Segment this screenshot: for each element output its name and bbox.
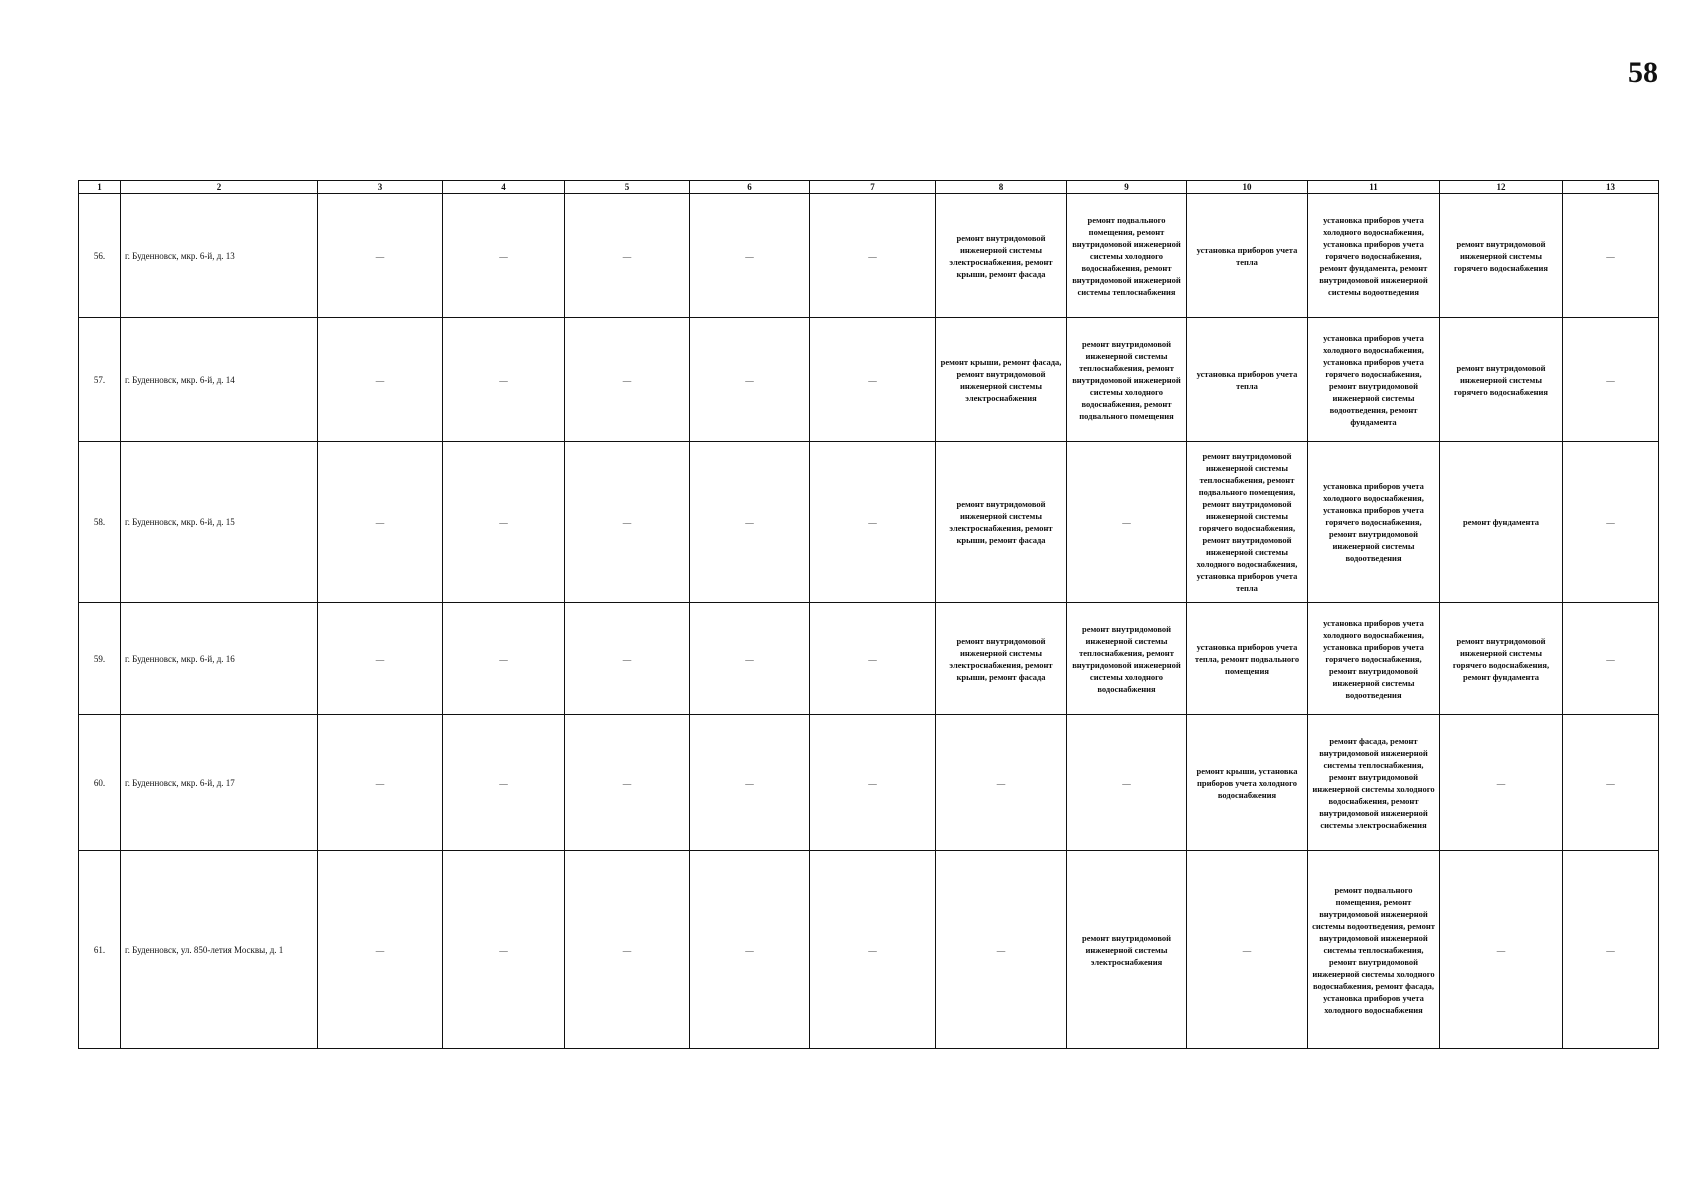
repair-schedule-table xyxy=(78,180,1659,1049)
table-cell: — xyxy=(443,603,565,715)
column-number: 12 xyxy=(1440,181,1563,194)
row-number: 59. xyxy=(79,603,121,715)
table-cell: ремонт внутридомовой инженерной системы горячего водоснабжения xyxy=(1440,194,1563,318)
table-cell: — xyxy=(318,194,443,318)
column-number: 5 xyxy=(565,181,690,194)
column-number: 11 xyxy=(1308,181,1440,194)
table-cell: установка приборов учета тепла, ремонт подвального помещения xyxy=(1187,603,1308,715)
column-number: 3 xyxy=(318,181,443,194)
table-cell: ремонт подвального помещения, ремонт внутридомовой инженерной системы водоотведения, ремонт внутридомовой инженерной системы теплоснабжения, ремонт внутридомовой инженерной системы холодного водоснабжения, ремонт фасада, установка приборов учета холодного водоснабжения xyxy=(1308,851,1440,1049)
table-cell: — xyxy=(565,603,690,715)
table-cell: — xyxy=(810,715,936,851)
table-cell: ремонт фасада, ремонт внутридомовой инженерной системы теплоснабжения, ремонт внутридомовой инженерной системы холодного водоснабжения, ремонт внутридомовой инженерной системы электроснабжения xyxy=(1308,715,1440,851)
table-row xyxy=(79,715,1659,851)
table-cell: — xyxy=(810,194,936,318)
table-cell: — xyxy=(690,851,810,1049)
table-cell: установка приборов учета холодного водоснабжения, установка приборов учета горячего водоснабжения, ремонт фундамента, ремонт внутридомовой инженерной системы водоотведения xyxy=(1308,194,1440,318)
table-cell: — xyxy=(1067,442,1187,603)
table-cell: — xyxy=(318,318,443,442)
table-cell: — xyxy=(1563,318,1659,442)
table-cell: — xyxy=(690,318,810,442)
table-cell: ремонт крыши, ремонт фасада, ремонт внутридомовой инженерной системы электроснабжения xyxy=(936,318,1067,442)
table-cell: — xyxy=(690,194,810,318)
table-cell: — xyxy=(318,442,443,603)
table-cell: — xyxy=(810,442,936,603)
table-cell: — xyxy=(565,851,690,1049)
table-cell: — xyxy=(810,851,936,1049)
table-cell: ремонт фундамента xyxy=(1440,442,1563,603)
address-cell: г. Буденновск, мкр. 6-й, д. 13 xyxy=(121,194,318,318)
table-row xyxy=(79,442,1659,603)
table-row xyxy=(79,851,1659,1049)
table-cell: — xyxy=(565,318,690,442)
table-cell: — xyxy=(1067,715,1187,851)
row-number: 61. xyxy=(79,851,121,1049)
table-cell: — xyxy=(690,715,810,851)
column-number: 8 xyxy=(936,181,1067,194)
table-cell: — xyxy=(318,603,443,715)
address-cell: г. Буденновск, мкр. 6-й, д. 15 xyxy=(121,442,318,603)
table-cell: установка приборов учета холодного водоснабжения, установка приборов учета горячего водоснабжения, ремонт внутридомовой инженерной системы водоотведения xyxy=(1308,442,1440,603)
table-cell: установка приборов учета холодного водоснабжения, установка приборов учета горячего водоснабжения, ремонт внутридомовой инженерной системы водоотведения, ремонт фундамента xyxy=(1308,318,1440,442)
table-cell: ремонт внутридомовой инженерной системы теплоснабжения, ремонт подвального помещения, ремонт внутридомовой инженерной системы горячего водоснабжения, ремонт внутридомовой инженерной системы холодного водоснабжения, установка приборов учета тепла xyxy=(1187,442,1308,603)
row-number: 57. xyxy=(79,318,121,442)
table-cell: — xyxy=(443,715,565,851)
table-cell: — xyxy=(443,442,565,603)
table-cell: — xyxy=(1440,851,1563,1049)
column-number: 10 xyxy=(1187,181,1308,194)
table-cell: ремонт внутридомовой инженерной системы электроснабжения, ремонт крыши, ремонт фасада xyxy=(936,194,1067,318)
table-cell: — xyxy=(690,442,810,603)
table-cell: ремонт подвального помещения, ремонт внутридомовой инженерной системы холодного водоснабжения, ремонт внутридомовой инженерной системы теплоснабжения xyxy=(1067,194,1187,318)
column-number: 1 xyxy=(79,181,121,194)
row-number: 60. xyxy=(79,715,121,851)
table-cell: — xyxy=(1563,603,1659,715)
table-cell: — xyxy=(565,194,690,318)
table-row xyxy=(79,318,1659,442)
table-cell: — xyxy=(810,318,936,442)
column-number: 6 xyxy=(690,181,810,194)
column-number: 13 xyxy=(1563,181,1659,194)
table-cell: — xyxy=(1187,851,1308,1049)
page-number: 58 xyxy=(1628,56,1658,89)
table-cell: — xyxy=(318,851,443,1049)
column-number: 7 xyxy=(810,181,936,194)
row-number: 58. xyxy=(79,442,121,603)
address-cell: г. Буденновск, мкр. 6-й, д. 17 xyxy=(121,715,318,851)
column-number: 9 xyxy=(1067,181,1187,194)
table-cell: установка приборов учета тепла xyxy=(1187,318,1308,442)
table-cell: — xyxy=(1563,442,1659,603)
table-cell: ремонт внутридомовой инженерной системы горячего водоснабжения, ремонт фундамента xyxy=(1440,603,1563,715)
table-cell: ремонт внутридомовой инженерной системы горячего водоснабжения xyxy=(1440,318,1563,442)
table-cell: — xyxy=(565,442,690,603)
table-cell: ремонт внутридомовой инженерной системы теплоснабжения, ремонт внутридомовой инженерной системы холодного водоснабжения xyxy=(1067,603,1187,715)
table-cell: — xyxy=(936,715,1067,851)
table-cell: ремонт внутридомовой инженерной системы электроснабжения, ремонт крыши, ремонт фасада xyxy=(936,603,1067,715)
table-cell: — xyxy=(565,715,690,851)
table-cell: — xyxy=(443,851,565,1049)
column-number: 2 xyxy=(121,181,318,194)
table-cell: ремонт внутридомовой инженерной системы теплоснабжения, ремонт внутридомовой инженерной системы холодного водоснабжения, ремонт подвального помещения xyxy=(1067,318,1187,442)
table-row xyxy=(79,194,1659,318)
table-cell: ремонт внутридомовой инженерной системы электроснабжения xyxy=(1067,851,1187,1049)
table-cell: установка приборов учета холодного водоснабжения, установка приборов учета горячего водоснабжения, ремонт внутридомовой инженерной системы водоотведения xyxy=(1308,603,1440,715)
table-cell: — xyxy=(1563,194,1659,318)
table-cell: ремонт внутридомовой инженерной системы электроснабжения, ремонт крыши, ремонт фасада xyxy=(936,442,1067,603)
table-cell: — xyxy=(690,603,810,715)
column-number: 4 xyxy=(443,181,565,194)
table-cell: — xyxy=(1440,715,1563,851)
table-cell: — xyxy=(1563,715,1659,851)
table-cell: — xyxy=(1563,851,1659,1049)
table-cell: — xyxy=(318,715,443,851)
address-cell: г. Буденновск, мкр. 6-й, д. 16 xyxy=(121,603,318,715)
table-row xyxy=(79,603,1659,715)
table-cell: установка приборов учета тепла xyxy=(1187,194,1308,318)
row-number: 56. xyxy=(79,194,121,318)
address-cell: г. Буденновск, ул. 850-летия Москвы, д. 1 xyxy=(121,851,318,1049)
table-cell: ремонт крыши, установка приборов учета холодного водоснабжения xyxy=(1187,715,1308,851)
column-number-row xyxy=(79,181,1659,194)
table-cell: — xyxy=(443,194,565,318)
table-cell: — xyxy=(810,603,936,715)
address-cell: г. Буденновск, мкр. 6-й, д. 14 xyxy=(121,318,318,442)
table-cell: — xyxy=(443,318,565,442)
table-cell: — xyxy=(936,851,1067,1049)
